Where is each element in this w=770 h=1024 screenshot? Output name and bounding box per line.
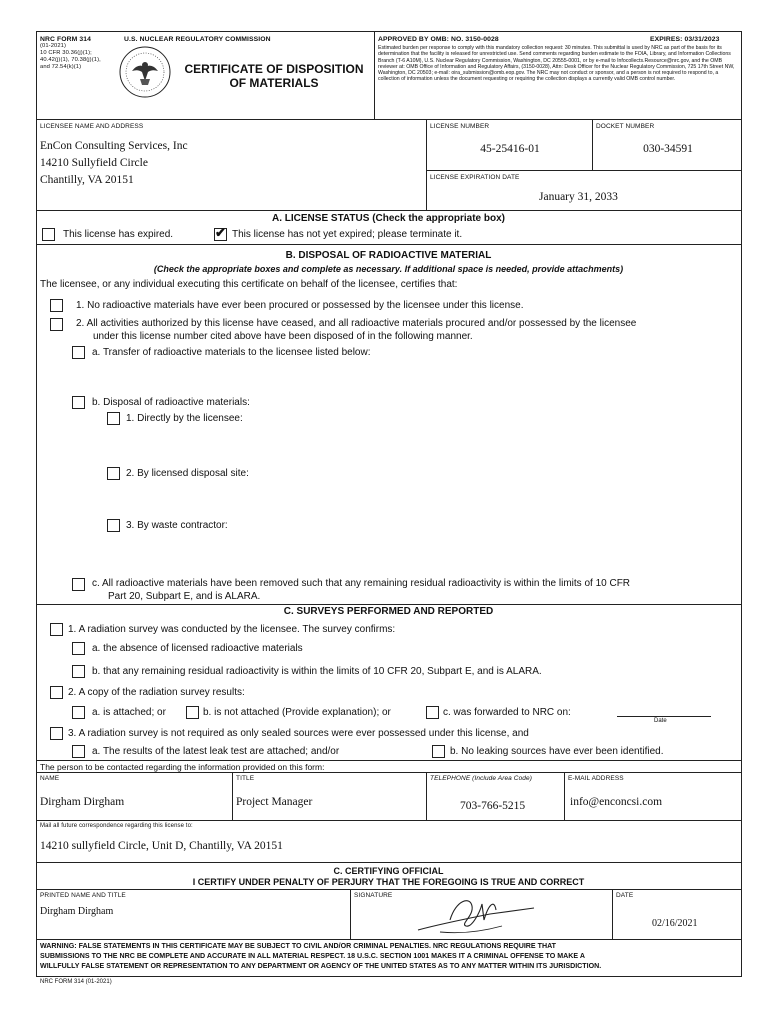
contact-email-value[interactable]: info@enconcsi.com [570, 796, 663, 808]
contact-title-value[interactable]: Project Manager [236, 796, 313, 808]
activities-ceased-label-1: 2. All activities authorized by this license have ceased, and all radioactive materials procured and/or possessed by the licensee [76, 318, 637, 329]
section-b-subtitle: (Check the appropriate boxes and complete as necessary. If additional space is needed, provide attachments) [153, 264, 624, 274]
survey-not-required-checkbox[interactable] [50, 727, 63, 740]
attached-label: a. is attached; or [92, 707, 166, 718]
absence-materials-label: a. the absence of licensed radioactive materials [92, 643, 303, 654]
omb-expiration: EXPIRES: 03/31/2023 [650, 36, 720, 43]
signature-label: SIGNATURE [354, 892, 393, 899]
licensee-address-1: 14210 Sullyfield Circle [40, 157, 148, 169]
expiration-date-value[interactable]: January 31, 2033 [539, 191, 618, 203]
warning-line-3: WILLFULLY FALSE STATEMENT OR REPRESENTATION TO ANY DEPARTMENT OR AGENCY OF THE UNITED STATES AS TO ANY MATTER WITHIN ITS JURISDICTION. [40, 962, 602, 970]
contact-email-label: E-MAIL ADDRESS [568, 775, 624, 782]
removed-alara-label-1: c. All radioactive materials have been removed such that any remaining residual radioactivity is within the limits of 10 CFR [92, 578, 631, 589]
direct-disposal-checkbox[interactable] [107, 412, 120, 425]
contact-name-value[interactable]: Dirgham Dirgham [40, 796, 125, 808]
forwarded-date-label: Date [654, 718, 667, 724]
terminate-license-checkbox[interactable] [214, 225, 227, 241]
contact-name-label: NAME [40, 775, 60, 782]
certifying-title: C. CERTIFYING OFFICIAL [333, 866, 444, 876]
agency-name: U.S. NUCLEAR REGULATORY COMMISSION [124, 36, 271, 43]
contact-phone-value[interactable]: 703-766-5215 [460, 800, 526, 812]
check-mark-icon: ✔ [215, 225, 226, 240]
survey-conducted-checkbox[interactable] [50, 623, 63, 636]
form-number: NRC FORM 314 [40, 36, 92, 43]
section-a-title: A. LICENSE STATUS (Check the appropriate box) [272, 213, 505, 224]
omb-approval: APPROVED BY OMB: NO. 3150-0028 [378, 36, 499, 43]
docket-number-value[interactable]: 030-34591 [643, 143, 693, 155]
survey-copy-label: 2. A copy of the radiation survey results: [68, 687, 245, 698]
certify-statement: I CERTIFY UNDER PENALTY OF PERJURY THAT THE FOREGOING IS TRUE AND CORRECT [192, 877, 585, 887]
footer-form-id: NRC FORM 314 (01-2021) [40, 979, 112, 985]
cfr-ref-2: 40.42(j)(1), 70.38(j)(1), [40, 57, 101, 63]
waste-contractor-checkbox[interactable] [107, 519, 120, 532]
cert-date-label: DATE [616, 892, 634, 899]
licensee-label: LICENSEE NAME AND ADDRESS [40, 123, 144, 130]
no-materials-label: 1. No radioactive materials have ever been procured or possessed by the licensee under this license. [76, 300, 524, 311]
waste-contractor-label: 3. By waste contractor: [126, 520, 228, 531]
direct-disposal-label: 1. Directly by the licensee: [126, 413, 243, 424]
warning-line-1: WARNING: FALSE STATEMENTS IN THIS CERTIFICATE MAY BE SUBJECT TO CIVIL AND/OR CRIMINAL PENALTIES. NRC REGULATIONS REQUIRE THAT [40, 942, 557, 950]
no-leaking-checkbox[interactable] [432, 745, 445, 758]
docket-number-label: DOCKET NUMBER [596, 123, 655, 130]
cert-date-value[interactable]: 02/16/2021 [652, 918, 698, 929]
leak-test-checkbox[interactable] [72, 745, 85, 758]
disposal-site-checkbox[interactable] [107, 467, 120, 480]
no-materials-checkbox[interactable] [50, 299, 63, 312]
form-title-line2: OF MATERIALS [229, 76, 319, 90]
absence-materials-checkbox[interactable] [72, 642, 85, 655]
disposal-label: b. Disposal of radioactive materials: [92, 397, 250, 408]
residual-alara-checkbox[interactable] [72, 665, 85, 678]
transfer-label: a. Transfer of radioactive materials to the licensee listed below: [92, 347, 371, 358]
warning-line-2: SUBMISSIONS TO THE NRC BE COMPLETE AND ACCURATE IN ALL MATERIAL RESPECT. 18 U.S.C. SECTION 1001 MAKES IT A CRIMINAL OFFENSE TO MAKE A [40, 952, 585, 960]
disposal-checkbox[interactable] [72, 396, 85, 409]
forwarded-label: c. was forwarded to NRC on: [443, 707, 571, 718]
contact-phone-label: TELEPHONE (Include Area Code) [430, 775, 533, 782]
removed-alara-label-2: Part 20, Subpart E, and is ALARA. [108, 591, 261, 602]
leak-test-label: a. The results of the latest leak test are attached; and/or [92, 746, 340, 757]
disposal-site-label: 2. By licensed disposal site: [126, 468, 249, 479]
contact-intro: The person to be contacted regarding the information provided on this form: [40, 762, 325, 772]
printed-name-value[interactable]: Dirgham Dirgham [40, 906, 114, 917]
transfer-checkbox[interactable] [72, 346, 85, 359]
expiration-date-label: LICENSE EXPIRATION DATE [430, 174, 520, 181]
licensee-name: EnCon Consulting Services, Inc [40, 140, 188, 152]
cfr-ref-3: and 72.54(k)(1) [40, 64, 82, 70]
activities-ceased-checkbox[interactable] [50, 318, 63, 331]
attached-checkbox[interactable] [72, 706, 85, 719]
not-attached-label: b. is not attached (Provide explanation); or [203, 707, 391, 718]
survey-not-required-label: 3. A radiation survey is not required as only sealed sources were ever possessed under this license, and [68, 728, 529, 739]
section-c-title: C. SURVEYS PERFORMED AND REPORTED [283, 606, 494, 617]
no-leaking-label: b. No leaking sources have ever been identified. [450, 746, 664, 757]
section-b-title: B. DISPOSAL OF RADIOACTIVE MATERIAL [285, 250, 492, 261]
not-attached-checkbox[interactable] [186, 706, 199, 719]
mail-address-value[interactable]: 14210 sullyfield Circle, Unit D, Chantilly, VA 20151 [40, 840, 283, 852]
nrc-seal-icon [118, 45, 172, 99]
removed-alara-checkbox[interactable] [72, 578, 85, 591]
residual-alara-label: b. that any remaining residual radioactivity is within the limits of 10 CFR 20, Subpart E, and is ALARA. [92, 666, 542, 677]
form-title-line1: CERTIFICATE OF DISPOSITION [184, 62, 364, 76]
activities-ceased-label-2: under this license number cited above have been disposed of in the following manner. [93, 331, 473, 342]
license-number-value[interactable]: 45-25416-01 [480, 143, 540, 155]
cfr-ref-1: 10 CFR 30.36(j)(1); [40, 50, 92, 56]
survey-conducted-label: 1. A radiation survey was conducted by the licensee. The survey confirms: [68, 624, 396, 635]
terminate-license-label: This license has not yet expired; please terminate it. [232, 229, 463, 240]
burden-statement: Estimated burden per response to comply with this mandatory collection request: 30 minutes. This submittal is used by NRC as part of the basis for its determination that the facility is released for unrestricted use. Send comments regarding burden estimate to the FOIA, Library, and Information Collections Branch (T-6 A10M), U.S. Nuclear Regulatory Commission, Washington, DC 20555-0001, or by e-mail to Infocollects.Resource@nrc.gov, and the OMB reviewer at: OMB Office of Information and Regulatory Affairs, (3150-0028), Attn: Desk Officer for the Nuclear Regulatory Commission, 725 17th Street NW, Washington, DC 20503; e-mail: oira_submission@omb.eop.gov. The NRC may not conduct or sponsor, and a person is not required to respond to, a collection of information unless the document requesting or requiring the collection displays a currently valid OMB control number. [378, 45, 735, 83]
licensee-address-2: Chantilly, VA 20151 [40, 174, 134, 186]
form-date: (01-2021) [40, 43, 67, 49]
license-number-label: LICENSE NUMBER [430, 123, 490, 130]
section-b-intro: The licensee, or any individual executing this certificate on behalf of the licensee, certifies that: [40, 279, 458, 290]
printed-name-label: PRINTED NAME AND TITLE [40, 892, 126, 899]
license-expired-label: This license has expired. [63, 229, 174, 240]
license-expired-checkbox[interactable] [42, 228, 55, 241]
signature-image[interactable] [410, 890, 540, 938]
mail-label: Mail all future correspondence regarding this license to: [40, 823, 193, 829]
forwarded-checkbox[interactable] [426, 706, 439, 719]
form-frame [36, 31, 742, 977]
survey-copy-checkbox[interactable] [50, 686, 63, 699]
contact-title-label: TITLE [236, 775, 255, 782]
